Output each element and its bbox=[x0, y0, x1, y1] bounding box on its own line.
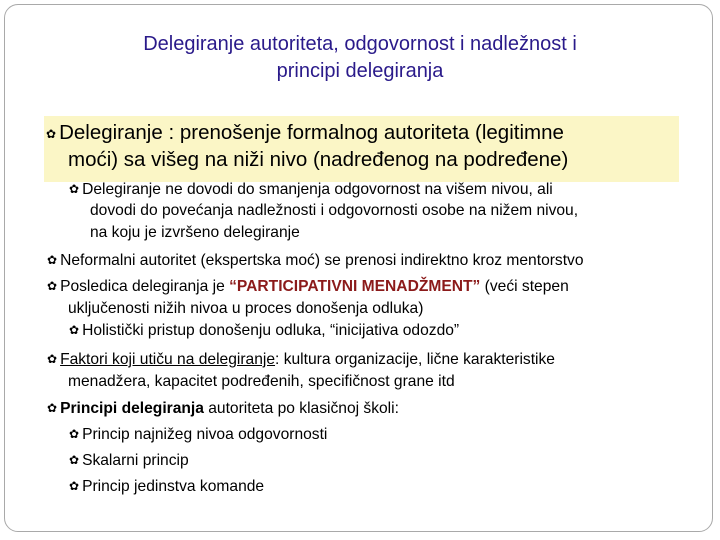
slide-title-line-2: principi delegiranja bbox=[276, 60, 444, 82]
flower-bullet-icon: ✿ bbox=[69, 427, 80, 441]
holistic-bullet bbox=[69, 322, 459, 340]
flower-bullet-icon: ✿ bbox=[47, 279, 58, 293]
definition-text: : prenošenje formalnog autoriteta (legitimne bbox=[162, 121, 564, 144]
principle-item bbox=[69, 426, 327, 444]
factors-text: : kultura organizacije, lične karakteristike bbox=[275, 351, 555, 368]
principle-item-label: Princip jedinstva komande bbox=[82, 478, 265, 495]
consequence-bullet bbox=[47, 278, 569, 296]
principles-text: autoriteta po klasičnoj školi: bbox=[203, 400, 399, 417]
informal-authority-bullet bbox=[47, 252, 584, 270]
consequence-line-2: uključenosti nižih nivoa u proces donošenja odluka) bbox=[68, 300, 424, 317]
flower-bullet-icon: ✿ bbox=[69, 323, 80, 337]
sub-definition-line-2: dovodi do povećanja nadležnosti i odgovornosti osobe na nižem nivou, bbox=[90, 202, 579, 219]
flower-bullet-icon: ✿ bbox=[47, 401, 58, 415]
sub-definition-line-1: Delegiranje ne dovodi do smanjenja odgovornost na višem nivou, ali bbox=[82, 181, 553, 198]
slide-title-line-1: Delegiranje autoriteta, odgovornost i nadležnost i bbox=[143, 33, 577, 55]
flower-bullet-icon: ✿ bbox=[69, 182, 80, 196]
definition-text-line-2: moći) sa višeg na niži nivo (nadređenog na podređene) bbox=[68, 148, 569, 171]
principle-item bbox=[69, 478, 264, 496]
informal-authority-text: Neformalni autoritet (ekspertska moć) se prenosi indirektno kroz mentorstvo bbox=[60, 252, 584, 269]
participative-management-emphasis: “PARTICIPATIVNI MENADŽMENT” bbox=[229, 278, 481, 295]
flower-bullet-icon: ✿ bbox=[69, 479, 80, 493]
principles-heading: Principi delegiranja bbox=[60, 400, 204, 417]
flower-bullet-icon: ✿ bbox=[69, 453, 80, 467]
definition-term: Delegiranje bbox=[59, 121, 163, 144]
flower-bullet-icon: ✿ bbox=[47, 253, 58, 267]
consequence-text: Posledica delegiranja je bbox=[60, 278, 230, 295]
flower-bullet-icon: ✿ bbox=[46, 127, 57, 141]
holistic-text: Holistički pristup donošenju odluka, “inicijativa odozdo” bbox=[82, 322, 460, 339]
principle-item-label: Princip najnižeg nivoa odgovornosti bbox=[82, 426, 328, 443]
sub-definition-line-3: na koju je izvršeno delegiranje bbox=[90, 224, 300, 241]
consequence-text-end: (veći stepen bbox=[480, 278, 569, 295]
flower-bullet-icon: ✿ bbox=[47, 352, 58, 366]
principle-item bbox=[69, 452, 189, 470]
factors-bullet bbox=[47, 351, 555, 369]
sub-definition-bullet bbox=[69, 181, 553, 199]
principles-bullet bbox=[47, 400, 399, 418]
definition-bullet bbox=[46, 121, 564, 145]
factors-heading: Faktori koji utiču na delegiranje bbox=[60, 351, 276, 368]
factors-line-2: menadžera, kapacitet podređenih, specifičnost grane itd bbox=[68, 373, 455, 390]
principle-item-label: Skalarni princip bbox=[82, 452, 189, 469]
